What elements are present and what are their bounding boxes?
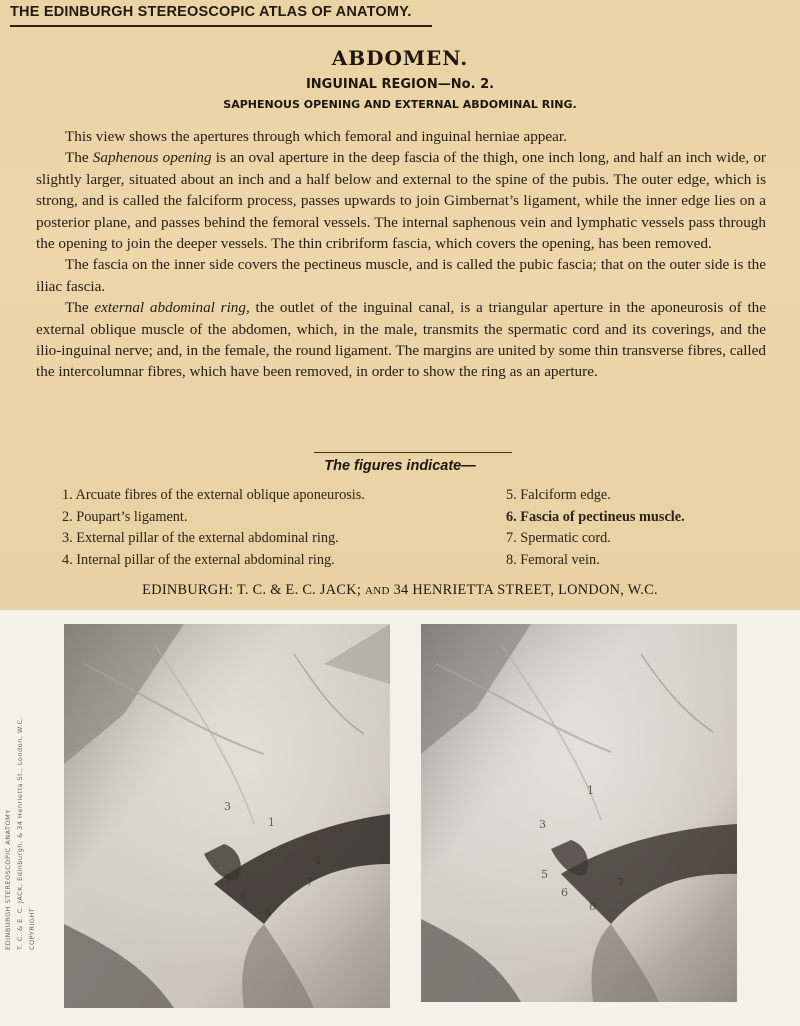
legend-item: 2. Poupart’s ligament.: [62, 508, 188, 525]
header-rule: [10, 25, 432, 27]
anatomy-photo-left: [64, 624, 390, 1008]
paragraph-4: [36, 297, 766, 383]
photo-label: 8: [264, 906, 271, 919]
photo-label: 6: [561, 886, 568, 899]
paragraph-3: The fascia on the inner side covers the pectineus muscle, and is called the pubic fascia; that on the outer side is the iliac fascia.: [36, 256, 766, 295]
footer-and: AND: [365, 585, 390, 597]
photo-label: 7: [306, 876, 313, 889]
figures-rule: [314, 452, 512, 453]
region-subtitle: INGUINAL REGION—No. 2.: [305, 77, 495, 92]
atlas-header: THE EDINBURGH STEREOSCOPIC ATLAS OF ANATOMY.: [10, 4, 412, 20]
legend-item: 1. Arcuate fibres of the external oblique aponeurosis.: [62, 487, 365, 503]
legend-item: 3. External pillar of the external abdominal ring.: [62, 530, 339, 546]
page-title: ABDOMEN.: [331, 46, 469, 70]
side-imprint-copyright: COPYRIGHT: [28, 907, 36, 950]
legend-item: 6. Fascia of pectineus muscle.: [506, 508, 685, 525]
photo-label: 5: [224, 872, 231, 885]
paragraph-2: [36, 147, 766, 254]
photo-label: 5: [541, 868, 548, 881]
stereo-photo-right: [421, 624, 737, 1002]
figures-heading: The figures indicate—: [324, 458, 476, 474]
photo-label: 4: [314, 854, 321, 867]
description-text: [36, 126, 766, 383]
anatomy-photo-right: [421, 624, 737, 1002]
photo-label: 8: [589, 900, 596, 913]
legend-right: [506, 485, 685, 571]
photo-label: 7: [617, 876, 624, 889]
photo-label: 3: [224, 800, 231, 813]
stereo-photo-left: [64, 624, 390, 1008]
photo-label: 1: [587, 784, 594, 797]
legend-left: [62, 485, 365, 571]
legend-item: 5. Falciform edge.: [506, 487, 611, 503]
p2-rest: is an oval aperture in the deep fascia of the thigh, one inch long, and half an inch wide, or slightly larger, situated about an inch and a half below and external to the spine of the pubis. The outer edge, which is strong, and is called the falciform process, passes upwards to join Gimbernat’s ligament, while the inner edge lies on a posterior plane, and passes behind the femoral vessels. The internal saphenous vein and lymphatic vessels pass through the opening to join the deeper vessels. The thin cribriform fascia, which covers the opening, has been removed.: [36, 149, 766, 253]
footer-publisher: EDINBURGH: T. C. & E. C. JACK;: [142, 582, 362, 598]
publisher-footer: [0, 582, 800, 599]
legend-item: 4. Internal pillar of the external abdominal ring.: [62, 551, 335, 568]
p2-lead: The: [65, 149, 93, 167]
footer-address: 34 HENRIETTA STREET, LONDON, W.C.: [393, 582, 658, 598]
legend-item: 8. Femoral vein.: [506, 551, 600, 568]
side-imprint-title: EDINBURGH STEREOSCOPIC ANATOMY: [4, 809, 12, 950]
p2-emphasis: Saphenous opening: [92, 149, 212, 167]
photo-label: 3: [539, 818, 546, 831]
p4-emphasis: external abdominal ring,: [94, 299, 250, 317]
photo-label: 6: [240, 890, 247, 903]
legend-item: 7. Spermatic cord.: [506, 530, 611, 546]
paragraph-1: This view shows the apertures through which femoral and inguinal herniae appear.: [65, 128, 567, 145]
photo-label: 1: [268, 816, 275, 829]
p4-lead: The: [65, 299, 95, 317]
side-imprint-publisher: T. C. & E. C. JACK, Edinburgh, & 34 Henrietta St., London, W.C.: [16, 716, 24, 950]
p4-rest: the outlet of the inguinal canal, is a triangular aperture in the aponeurosis of the external oblique muscle of the abdomen, which, in the male, transmits the spermatic cord and its coverings, and the ilio-inguinal nerve; and, in the female, the round ligament. The margins are united by some thin transverse fibres, called the intercolumnar fibres, which have been removed, in order to show the ring as an aperture.: [36, 299, 767, 381]
view-subtitle: SAPHENOUS OPENING AND EXTERNAL ABDOMINAL RING.: [223, 98, 577, 111]
